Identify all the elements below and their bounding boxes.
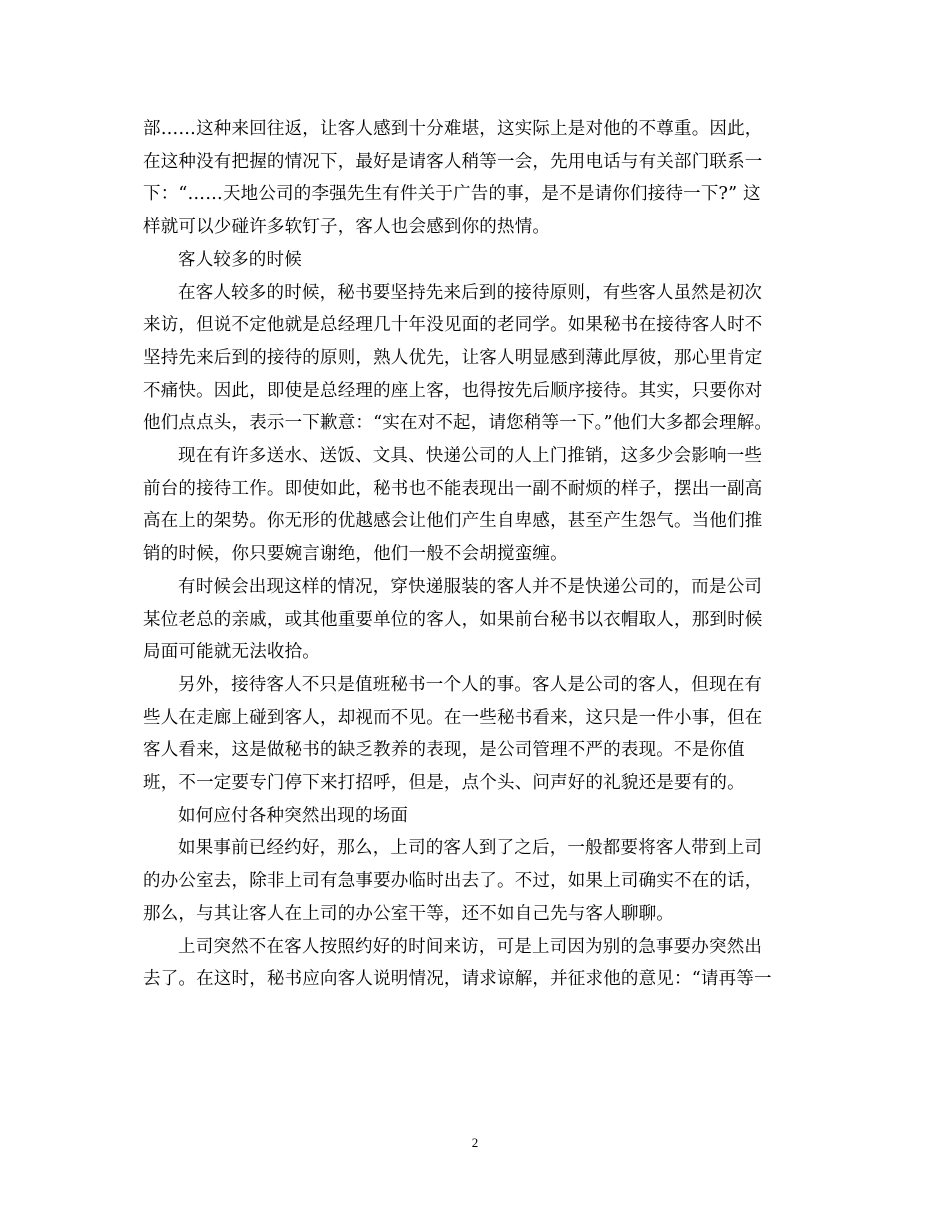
text-line: 在客人较多的时候，秘书要坚持先来后到的接待原则，有些客人虽然是初次 (178, 282, 763, 303)
text-line: 些人在走廊上碰到客人，却视而不见。在一些秘书看来，这只是一件小事，但在 (143, 707, 763, 728)
text-line: 客人看来，这是做秘书的缺乏教养的表现，是公司管理不严的表现。不是你值 (143, 740, 745, 761)
text-line: 样就可以少碰许多软钉子，客人也会感到你的热情。 (143, 217, 551, 238)
body-text (143, 113, 803, 996)
text-line: 去了。在这时，秘书应向客人说明情况，请求谅解，并征求他的意见：“请再等一 (143, 969, 772, 990)
text-line: 另外，接待客人不只是值班秘书一个人的事。客人是公司的客人，但现在有 (178, 674, 763, 695)
text-line: 如何应付各种突然出现的场面 (178, 805, 409, 826)
text-line: 的办公室去，除非上司有急事要办临时出去了。不过，如果上司确实不在的话， (143, 871, 763, 892)
text-line: 如果事前已经约好，那么，上司的客人到了之后，一般都要将客人带到上司 (178, 838, 763, 859)
text-line: 现在有许多送水、送饭、文具、快递公司的人上门推销，这多少会影响一些 (178, 446, 763, 467)
text-line: 部……这种来回往返，让客人感到十分难堪，这实际上是对他的不尊重。因此， (143, 119, 763, 139)
text-line: 高在上的架势。你无形的优越感会让他们产生自卑感，甚至产生怨气。当他们推 (143, 511, 763, 532)
text-line: 某位老总的亲戚，或其他重要单位的客人，如果前台秘书以衣帽取人，那到时候 (143, 609, 763, 630)
text-line: 班，不一定要专门停下来打招呼，但是，点个头、问声好的礼貌还是要有的。 (143, 773, 745, 794)
text-line: 上司突然不在客人按照约好的时间来访，可是上司因为别的急事要办突然出 (178, 936, 763, 957)
text-line: 坚持先来后到的接待的原则，熟人优先，让客人明显感到薄此厚彼，那心里肯定 (143, 347, 763, 368)
text-line: 前台的接待工作。即使如此，秘书也不能表现出一副不耐烦的样子，摆出一副高 (143, 478, 763, 499)
text-line: 有时候会出现这样的情况，穿快递服装的客人并不是快递公司的，而是公司 (178, 576, 763, 597)
page-number: 2 (471, 1135, 479, 1150)
text-line: 下：“……天地公司的李强先生有件关于广告的事，是不是请你们接待一下?” 这 (143, 184, 761, 205)
text-line: 来访，但说不定他就是总经理几十年没见面的老同学。如果秘书在接待客人时不 (143, 315, 763, 336)
text-line: 他们点点头，表示一下歉意：“实在对不起，请您稍等一下。”他们大多都会理解。 (143, 413, 773, 434)
text-line: 局面可能就无法收拾。 (143, 642, 320, 663)
text-line: 客人较多的时候 (178, 249, 302, 270)
text-line: 销的时候，你只要婉言谢绝，他们一般不会胡搅蛮缠。 (143, 544, 568, 565)
text-line: 那么，与其让客人在上司的办公室干等，还不如自己先与客人聊聊。 (143, 903, 674, 924)
text-line: 不痛快。因此，即使是总经理的座上客，也得按先后顺序接待。其实，只要你对 (143, 380, 763, 401)
text-line: 在这种没有把握的情况下，最好是请客人稍等一会，先用电话与有关部门联系一 (143, 151, 763, 172)
